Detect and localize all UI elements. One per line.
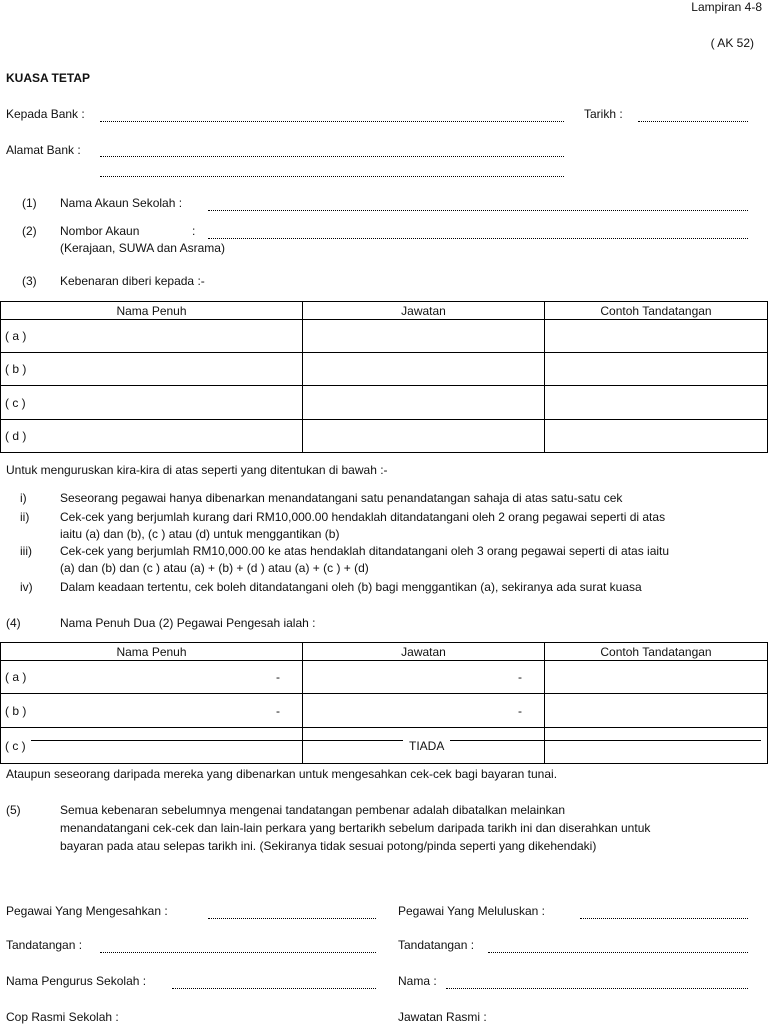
rule-text: (a) dan (b) dan (c ) atau (a) + (b) + (d ) atau (a) + (c ) + (d) bbox=[60, 561, 369, 575]
table-row bbox=[1, 320, 768, 353]
strike-line bbox=[545, 740, 761, 741]
section-5-text: bayaran pada atau selepas tarikh ini. (Sekiranya tidak sesuai potong/pinda seperti yang dikehendaki) bbox=[60, 839, 597, 853]
account-number-label: Nombor Akaun bbox=[60, 224, 140, 238]
table-row bbox=[1, 353, 768, 386]
row-label-cell[interactable] bbox=[1, 353, 303, 386]
row-label-cell[interactable] bbox=[1, 320, 303, 353]
header-sample-signature: Contoh Tandatangan bbox=[545, 302, 768, 320]
name-label: Nama : bbox=[398, 974, 437, 988]
row-label: ( c ) bbox=[5, 738, 26, 753]
table-row bbox=[1, 661, 768, 694]
date-field[interactable] bbox=[638, 121, 748, 122]
name-cell[interactable] bbox=[1, 694, 303, 728]
account-number-field[interactable] bbox=[208, 238, 748, 239]
official-position-label: Jawatan Rasmi : bbox=[398, 1010, 487, 1024]
name-field[interactable] bbox=[446, 988, 748, 989]
signature-cell[interactable] bbox=[545, 694, 768, 728]
table-row bbox=[1, 728, 768, 764]
verifying-officer-field[interactable] bbox=[208, 918, 376, 919]
row-label: ( b ) bbox=[5, 362, 27, 376]
signature-cell[interactable] bbox=[545, 728, 768, 764]
rule-text: Cek-cek yang berjumlah kurang dari RM10,000.00 hendaklah ditandatangani oleh 2 orang pegawai seperti di atas bbox=[60, 510, 666, 524]
name-cell[interactable] bbox=[1, 661, 303, 694]
permission-label: Kebenaran diberi kepada :- bbox=[60, 274, 205, 288]
section-5-text: Semua kebenaran sebelumnya mengenai tandatangan pembenar adalah dibatalkan melainkan bbox=[60, 803, 566, 817]
left-signature-field[interactable] bbox=[100, 952, 376, 953]
row-label: ( d ) bbox=[5, 429, 27, 443]
right-signature-label: Tandatangan : bbox=[398, 938, 475, 952]
table-header-row bbox=[1, 643, 768, 661]
position-cell[interactable] bbox=[303, 728, 545, 764]
school-stamp-label: Cop Rasmi Sekolah : bbox=[6, 1010, 119, 1024]
position-cell[interactable] bbox=[303, 661, 545, 694]
section-4-number: (4) bbox=[6, 616, 21, 630]
instructions-intro: Untuk menguruskan kira-kira di atas seperti yang ditentukan di bawah :- bbox=[6, 463, 388, 477]
header-full-name: Nama Penuh bbox=[1, 302, 303, 320]
account-name-label: Nama Akaun Sekolah : bbox=[60, 196, 183, 210]
rule-number: iii) bbox=[20, 544, 32, 558]
section-5-number: (5) bbox=[6, 803, 21, 817]
page-title: KUASA TETAP bbox=[6, 71, 90, 85]
row-label: ( a ) bbox=[5, 670, 27, 684]
rule-text: Cek-cek yang berjumlah RM10,000.00 ke atas hendaklah ditandatangani oleh 3 orang pegawai seperti di atas iaitu bbox=[60, 544, 670, 558]
verifying-officer-label: Pegawai Yang Mengesahkan : bbox=[6, 904, 168, 918]
position-cell[interactable] bbox=[303, 320, 545, 353]
row-label: ( b ) bbox=[5, 703, 27, 718]
date-label: Tarikh : bbox=[584, 107, 623, 121]
position-value: - bbox=[518, 670, 522, 684]
rule-number: iv) bbox=[20, 580, 33, 594]
strike-line bbox=[31, 740, 302, 741]
account-number-colon: : bbox=[192, 224, 196, 238]
bank-address-label: Alamat Bank : bbox=[6, 143, 81, 157]
table-row bbox=[1, 386, 768, 420]
right-signature-field[interactable] bbox=[488, 952, 748, 953]
to-bank-label: Kepada Bank : bbox=[6, 107, 85, 121]
section-4-label: Nama Penuh Dua (2) Pegawai Pengesah ialah : bbox=[60, 616, 316, 630]
header-sample-signature: Contoh Tandatangan bbox=[545, 643, 768, 661]
header-position: Jawatan bbox=[303, 643, 545, 661]
position-none-value: TIADA bbox=[403, 739, 450, 753]
signature-cell[interactable] bbox=[545, 320, 768, 353]
cash-payment-note: Ataupun seseorang daripada mereka yang dibenarkan untuk mengesahkan cek-cek bagi bayaran tunai. bbox=[6, 767, 558, 781]
position-cell[interactable] bbox=[303, 386, 545, 420]
position-cell[interactable] bbox=[303, 420, 545, 453]
form-code: ( AK 52) bbox=[710, 36, 754, 50]
position-value: - bbox=[518, 703, 522, 718]
name-cell[interactable] bbox=[1, 728, 303, 764]
rule-text: Dalam keadaan tertentu, cek boleh ditandatangani oleh (b) bagi menggantikan (a), sekiranya ada surat kuasa bbox=[60, 580, 642, 594]
to-bank-field[interactable] bbox=[100, 121, 564, 122]
section-5-text: menandatangani cek-cek dan lain-lain perkara yang bertarikh sebelum daripada tarikh ini dan diserahkan untuk bbox=[60, 821, 651, 835]
position-cell[interactable] bbox=[303, 694, 545, 728]
signature-cell[interactable] bbox=[545, 420, 768, 453]
item-3-number: (3) bbox=[22, 274, 37, 288]
row-label: ( a ) bbox=[5, 329, 27, 343]
row-label-cell[interactable] bbox=[1, 386, 303, 420]
school-manager-name-label: Nama Pengurus Sekolah : bbox=[6, 974, 147, 988]
approving-officer-field[interactable] bbox=[580, 918, 748, 919]
rule-number: ii) bbox=[20, 510, 30, 524]
name-value: - bbox=[276, 670, 280, 684]
header-position: Jawatan bbox=[303, 302, 545, 320]
bank-address-field-1[interactable] bbox=[100, 156, 564, 157]
rule-number: i) bbox=[20, 491, 27, 505]
school-manager-name-field[interactable] bbox=[172, 988, 376, 989]
appendix-number: Lampiran 4-8 bbox=[691, 0, 762, 14]
table-row bbox=[1, 420, 768, 453]
left-signature-label: Tandatangan : bbox=[6, 938, 83, 952]
signature-cell[interactable] bbox=[545, 353, 768, 386]
account-number-note: (Kerajaan, SUWA dan Asrama) bbox=[60, 241, 225, 255]
item-2-number: (2) bbox=[22, 224, 37, 238]
signature-cell[interactable] bbox=[545, 386, 768, 420]
name-value: - bbox=[276, 703, 280, 718]
table-header-row bbox=[1, 302, 768, 320]
rule-text: iaitu (a) dan (b), (c ) atau (d) untuk menggantikan (b) bbox=[60, 527, 340, 541]
row-label: ( c ) bbox=[5, 395, 26, 410]
authorized-signers-table bbox=[0, 301, 768, 453]
approving-officer-label: Pegawai Yang Meluluskan : bbox=[398, 904, 545, 918]
bank-address-field-2[interactable] bbox=[100, 176, 564, 177]
row-label-cell[interactable] bbox=[1, 420, 303, 453]
signature-cell[interactable] bbox=[545, 661, 768, 694]
item-1-number: (1) bbox=[22, 196, 37, 210]
header-full-name: Nama Penuh bbox=[1, 643, 303, 661]
position-cell[interactable] bbox=[303, 353, 545, 386]
verifying-officers-table bbox=[0, 642, 768, 764]
account-name-field[interactable] bbox=[208, 210, 748, 211]
rule-text: Seseorang pegawai hanya dibenarkan menandatangani satu penandatangan sahaja di atas satu-satu cek bbox=[60, 491, 623, 505]
table-row bbox=[1, 694, 768, 728]
